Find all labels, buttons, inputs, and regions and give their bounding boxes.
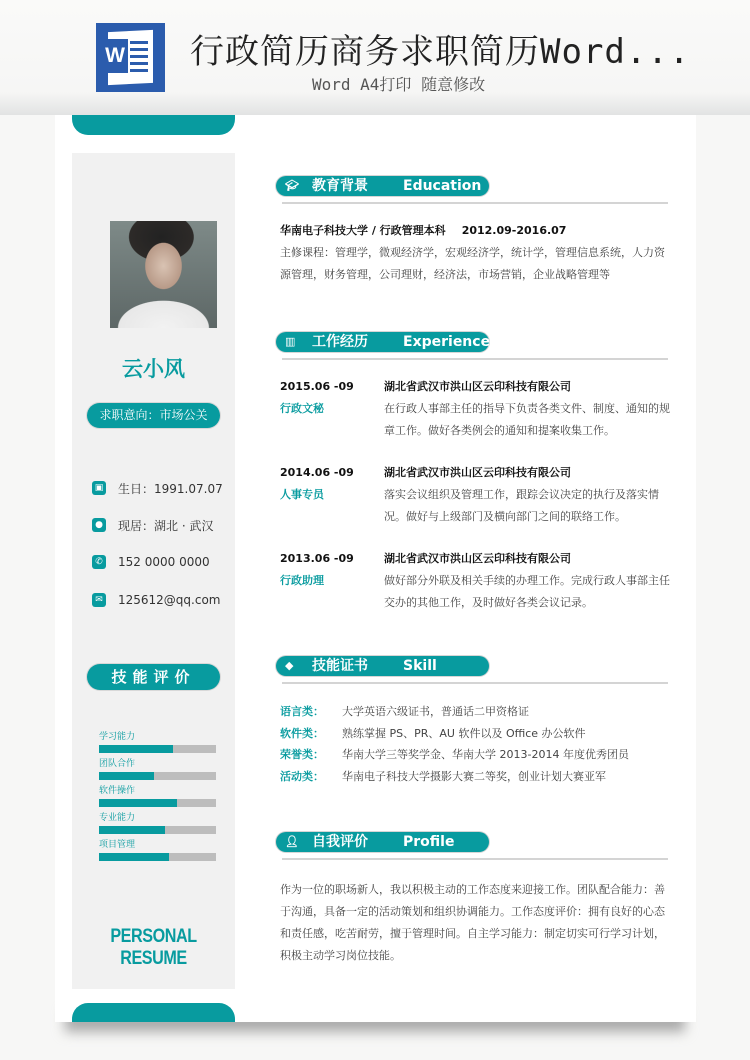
certificate-category: 荣誉类： (280, 748, 324, 761)
divider (282, 858, 668, 860)
contact-location (92, 517, 213, 533)
school-major: 华南电子科技大学 / 行政管理本科 (280, 224, 446, 237)
bar-chart-icon: ▥ (285, 335, 296, 348)
certificate-category: 语言类： (280, 705, 324, 718)
certificate-text: 大学英语六级证书，普通话二甲资格证 (342, 705, 529, 718)
skill-bar-fill (99, 853, 169, 861)
certificate-text: 华南大学三等奖学金、华南大学 2013-2014 年度优秀团员 (342, 748, 629, 761)
skill-label: 学习能力 (99, 732, 136, 742)
skills-rating-title: 技能评价 (87, 664, 220, 690)
user-icon: 👤︎ (285, 835, 299, 848)
section-title-cn: 工作经历 (312, 334, 368, 350)
job-role: 行政助理 (280, 574, 324, 587)
word-letter: W (102, 39, 128, 73)
profile-line: 于沟通，具备一定的活动策划和组织协调能力。工作态度评价：拥有良好的心态 (280, 905, 665, 918)
skill-bar-fill (99, 772, 154, 780)
divider (282, 358, 668, 360)
profile-photo (110, 221, 217, 328)
section-title-cn: 自我评价 (312, 834, 368, 850)
contact-phone (92, 554, 210, 570)
job-description-line: 落实会议组织及管理工作，跟踪会议决定的执行及落实情 (384, 488, 659, 501)
job-company: 湖北省武汉市洪山区云印科技有限公司 (384, 466, 571, 479)
bottom-tab-decoration (72, 1003, 235, 1022)
job-description-line: 做好部分外联及相关手续的办理工作。完成行政人事部主任 (384, 574, 670, 587)
contact-text: 生日：1991.07.07 (118, 481, 223, 496)
top-tab-decoration (72, 115, 235, 135)
divider (282, 682, 668, 684)
skill-rating (99, 839, 216, 861)
tag-icon: ◆ (285, 659, 294, 672)
contact-text: 125612@qq.com (118, 593, 221, 607)
skill-bar-fill (99, 745, 173, 753)
banner-subtitle: Word A4打印 随意修改 (312, 75, 486, 94)
job-date: 2015.06 -09 (280, 380, 354, 393)
courses-line: 主修课程：管理学，微观经济学，宏观经济学，统计学，管理信息系统，人力资 (280, 246, 665, 259)
job-intention-badge: 求职意向：市场公关 (87, 403, 220, 428)
contact-email (92, 592, 221, 608)
resume-page (55, 115, 696, 1022)
job-description-line: 交办的其他工作，及时做好各类会议记录。 (384, 596, 593, 609)
certificate-category: 活动类： (280, 769, 324, 783)
education-period: 2012.09-2016.07 (461, 224, 567, 237)
education-headline (280, 220, 566, 242)
location-icon: ● (92, 518, 106, 532)
skill-label: 软件操作 (99, 786, 136, 796)
skill-rating (99, 812, 216, 834)
profile-line: 和责任感，吃苦耐劳，擅于管理时间。自主学习能力：制定切实可行学习计划， (280, 927, 665, 940)
skill-bar (99, 826, 216, 834)
job-date: 2013.06 -09 (280, 552, 354, 565)
profile-line: 积极主动学习岗位技能。 (280, 949, 401, 962)
job-date: 2014.06 -09 (280, 466, 354, 479)
sidebar (72, 153, 235, 989)
section-header (276, 176, 489, 196)
contact-birthday (92, 480, 223, 496)
divider (282, 202, 668, 204)
mail-icon: ✉ (92, 593, 106, 607)
banner (0, 0, 750, 115)
personal-resume-label: PERSONAL RESUME (110, 926, 197, 969)
graduation-cap-icon: 🎓︎ (285, 179, 299, 192)
section-experience (276, 332, 670, 609)
job-company: 湖北省武汉市洪山区云印科技有限公司 (384, 380, 571, 393)
section-education (276, 176, 669, 281)
job-role: 行政文秘 (280, 402, 324, 415)
profile-line: 作为一位的职场新人，我以积极主动的工作态度来迎接工作。团队配合能力：善 (280, 883, 665, 896)
job-description-line: 章工作。做好各类例会的通知和提案收集工作。 (384, 424, 615, 437)
skill-bar (99, 745, 216, 753)
section-skill (276, 656, 669, 783)
skill-label: 团队合作 (99, 759, 136, 769)
section-profile (276, 832, 669, 962)
section-title-en: Profile (403, 834, 455, 850)
contact-text: 现居：湖北 · 武汉 (118, 518, 214, 533)
skill-rating (99, 758, 216, 780)
skill-bar (99, 799, 216, 807)
job-description-line: 况。做好与上级部门及横向部门之间的联络工作。 (384, 510, 626, 523)
phone-icon: ✆ (92, 555, 106, 569)
section-header (276, 332, 489, 352)
certificate-text: 熟练掌握 PS、PR、AU 软件以及 Office 办公软件 (342, 726, 586, 740)
skill-label: 专业能力 (99, 813, 136, 823)
skill-rating (99, 731, 216, 753)
section-title-en: Skill (403, 658, 437, 674)
section-header (276, 656, 489, 676)
job-role: 人事专员 (280, 488, 324, 501)
section-title-cn: 技能证书 (312, 658, 368, 674)
job-description-line: 在行政人事部主任的指导下负责各类文件、制度、通知的规 (384, 402, 670, 415)
skill-bar (99, 772, 216, 780)
skill-bar-fill (99, 826, 165, 834)
calendar-icon: ▣ (92, 481, 106, 495)
section-header (276, 832, 489, 852)
courses-line: 源管理，财务管理，公司理财，经济法，市场营销，企业战略管理等 (280, 268, 610, 281)
skill-bar-fill (99, 799, 177, 807)
certificate-category: 软件类： (280, 726, 324, 740)
contact-text: 152 0000 0000 (118, 555, 210, 569)
candidate-name: 云小风 (122, 357, 185, 381)
skill-bar (99, 853, 216, 861)
skill-rating (99, 785, 216, 807)
section-title-en: Experience (403, 334, 491, 350)
section-title-cn: 教育背景 (312, 178, 368, 194)
word-icon (96, 23, 165, 92)
job-company: 湖北省武汉市洪山区云印科技有限公司 (384, 552, 571, 565)
banner-title: 行政简历商务求职简历Word... (190, 32, 691, 72)
skill-label: 项目管理 (99, 840, 136, 850)
section-title-en: Education (403, 178, 482, 194)
certificate-text: 华南电子科技大学摄影大赛二等奖，创业计划大赛亚军 (342, 769, 606, 783)
